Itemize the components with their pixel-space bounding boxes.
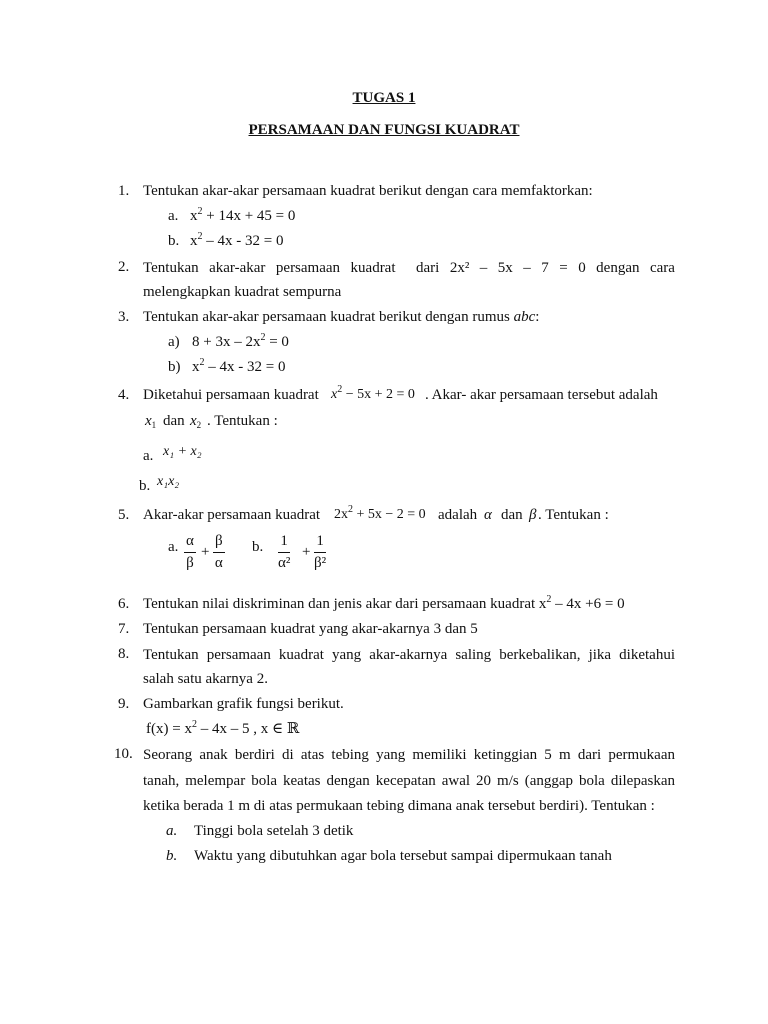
document-subtitle: PERSAMAAN DAN FUNGSI KUADRAT [248, 122, 520, 138]
sub-item-label: b. [166, 848, 178, 864]
question-text: . Tentukan : [207, 413, 278, 429]
root-variable: $x_2$ [190, 413, 202, 430]
question-text: . Akar- akar persamaan tersebut adalah [425, 387, 658, 403]
equation: $x^2 - 5x + 2 = 0$ [331, 384, 415, 402]
equation: $2x^2 + 5x - 2 = 0$ [334, 504, 426, 522]
question-text: dan [501, 507, 523, 523]
question-number: 5. [118, 507, 130, 523]
question-text-line: Seorang anak berdiri di atas tebing yang memiliki ketinggian 5 m dari permukaan [143, 747, 675, 763]
question-text: Akar-akar persamaan kuadrat [143, 507, 321, 523]
sub-item-label: b. [252, 539, 264, 555]
document-title: TUGAS 1 [352, 90, 416, 106]
question-text-line: tanah, melempar bola keatas dengan kecepatan awal 20 m/s (anggap bola dilepaskan [143, 773, 675, 789]
question-number: 6. [118, 596, 130, 612]
question-text: Diketahui persamaan kuadrat [143, 387, 319, 403]
fraction: $\frac{\beta}{\alpha}$ [214, 533, 223, 571]
question-number: 2. [118, 259, 130, 275]
question-text: Gambarkan grafik fungsi berikut. [143, 696, 344, 712]
fraction: $\frac{\alpha}{\beta}$ [186, 533, 194, 571]
question-text: dan [163, 413, 185, 429]
question-number: 1. [118, 183, 130, 199]
question-number: 8. [118, 646, 130, 662]
sub-item-text: Tinggi bola setelah 3 detik [194, 823, 354, 839]
sub-item-label: b) [168, 359, 181, 375]
plus-sign: + [302, 544, 311, 560]
question-text-line: Tentukan persamaan kuadrat yang akar-akarnya saling berkebalikan, jika diketahui [143, 647, 675, 663]
sub-item-text: Waktu yang dibutuhkan agar bola tersebut sampai dipermukaan tanah [194, 848, 612, 864]
equation: $x^2 - 4x - 32 = 0$ [190, 231, 284, 249]
question-number: 3. [118, 309, 130, 325]
plus-sign: + [201, 544, 210, 560]
expression: x₁ + x₂ [163, 444, 202, 459]
question-text-line: salah satu akarnya 2. [143, 671, 268, 687]
sub-item-label: a) [168, 334, 180, 350]
sub-item-label: b. [139, 478, 151, 494]
question-text-line: ketika berada 1 m di atas permukaan tebing dimana anak tersebut berdiri). Tentukan : [143, 798, 655, 814]
alpha-symbol: α [484, 507, 492, 523]
question-text: Tentukan nilai diskriminan dan jenis akar dari persamaan kuadrat $x^2 - 4x +6 = 0$ [143, 594, 625, 612]
question-number: 10. [114, 746, 133, 762]
sub-item-label: a. [168, 539, 179, 555]
beta-symbol: β [529, 507, 537, 523]
question-number: 7. [118, 621, 130, 637]
sub-item-label: a. [168, 208, 179, 224]
question-text-line: Tentukan akar-akar persamaan kuadrat dari 2x² – 5x – 7 = 0 dengan cara [143, 260, 675, 276]
equation: $x^2 - 4x - 32 = 0$ [192, 357, 286, 375]
equation: $8 + 3x - 2x^2 = 0$ [192, 332, 289, 350]
sub-item-label: b. [168, 233, 180, 249]
function-definition: $f(x) = x^2 - 4x - 5$ , x ∈ ℝ [146, 719, 300, 737]
question-number: 9. [118, 696, 130, 712]
question-text: Tentukan akar-akar persamaan kuadrat berikut dengan cara memfaktorkan: [143, 183, 593, 199]
sub-item-label: a. [143, 448, 154, 464]
question-number: 4. [118, 387, 130, 403]
question-text: Tentukan persamaan kuadrat yang akar-akarnya 3 dan 5 [143, 621, 478, 637]
question-text: . Tentukan : [538, 507, 609, 523]
root-variable: $x_1$ [145, 413, 157, 430]
question-text: Tentukan akar-akar persamaan kuadrat berikut dengan rumus abc: [143, 309, 540, 325]
fraction: $\frac{1}{\text{α²}}$ [278, 533, 291, 571]
expression: x₁x₂ [157, 474, 180, 489]
fraction: $\frac{1}{\text{β²}}$ [314, 533, 327, 571]
question-text-line: melengkapkan kuadrat sempurna [143, 284, 342, 300]
question-text: adalah [438, 507, 478, 523]
equation: $x^2 + 14x + 45 = 0$ [190, 206, 296, 224]
sub-item-label: a. [166, 823, 178, 839]
